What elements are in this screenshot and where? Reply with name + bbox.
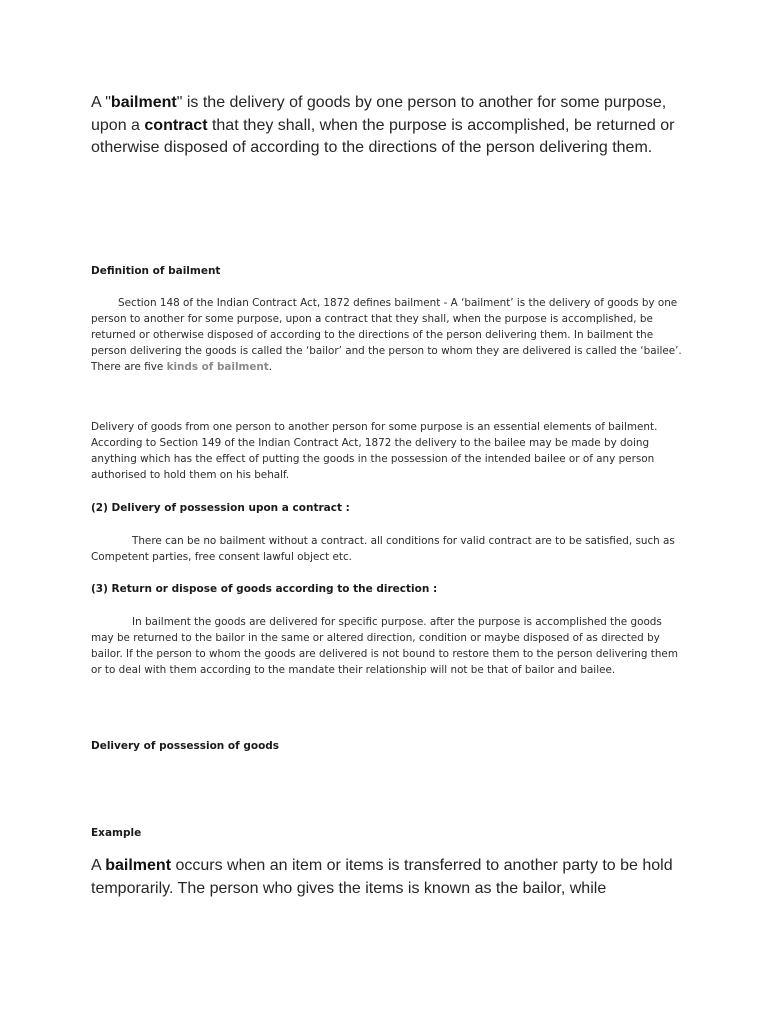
definition-end: . [268, 360, 273, 373]
example-heading: Example [91, 827, 142, 839]
example-text-1: A [91, 857, 106, 874]
intro-term-bailment: bailment [110, 94, 177, 111]
intro-text-3: that they shall, when the purpose is accomplished, be returned or otherwise disposed of according to the directions of the person delivering them. [91, 116, 675, 156]
possession-heading: Delivery of possession of goods [91, 740, 280, 752]
section-3-text: In bailment the goods are delivered for specific purpose. after the purpose is accomplished the goods may be returned to the bailor in the same or altered direction, condition or maybe disposed of as directed by bailor. If the person to whom the goods are delivered is not bound to restore them to the person delivering them or to deal with them according to the mandate their relationship will not be that of bailor and bailee. [91, 616, 678, 676]
section-2-paragraph [91, 534, 686, 566]
intro-term-contract: contract [144, 116, 208, 134]
section-3-heading: (3) Return or dispose of goods according to the direction : [91, 583, 438, 595]
section-2-text: There can be no bailment without a contract. all conditions for valid contract are to be satisfied, such as Competent parties, free consent lawful object etc. [91, 535, 675, 563]
section-3-paragraph [91, 615, 686, 679]
kinds-of-bailment-link[interactable]: kinds of bailment [166, 360, 269, 373]
definition-heading: Definition of bailment [91, 265, 221, 277]
intro-text-2: " is the delivery of goods by one person to another for some purpose, upon a [91, 94, 667, 134]
definition-paragraph [91, 296, 686, 376]
intro-paragraph [91, 92, 681, 160]
example-text-2: occurs when an item or items is transferred to another party to be hold temporarily. The person who gives the items is known as the bailor, while [91, 857, 673, 897]
delivery-paragraph: Delivery of goods from one person to another person for some purpose is an essential elements of bailment. According to Section 149 of the Indian Contract Act, 1872 the delivery to the bailee may be made by doing anything which has the effect of putting the goods in the possession of the intended bailee or of any person authorised to hold them on his behalf. [91, 421, 658, 481]
section-2-heading: (2) Delivery of possession upon a contract : [91, 502, 350, 514]
intro-text-1: A " [91, 94, 111, 111]
example-term-bailment: bailment [105, 857, 172, 874]
example-paragraph [91, 855, 681, 900]
definition-text: Section 148 of the Indian Contract Act, 1872 defines bailment - A ‘bailment’ is the delivery of goods by one person to another for some purpose, upon a contract that they shall, when the purpose is accomplished, be returned or otherwise disposed of according to the directions of the person delivering them. In bailment the person delivering the goods is called the ‘bailor’ and the person to whom they are delivered is called the ‘bailee’. There are five [91, 297, 682, 373]
